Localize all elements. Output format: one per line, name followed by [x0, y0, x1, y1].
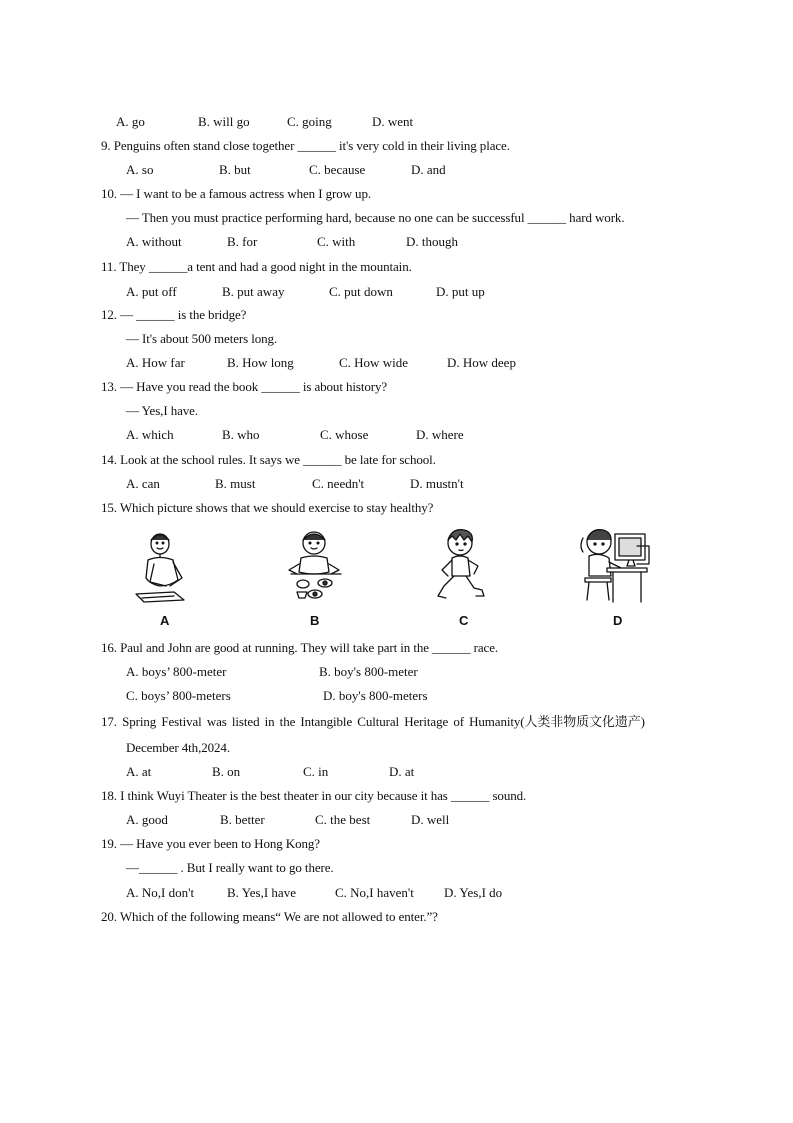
q9-option-c: C. because	[309, 162, 366, 177]
q10-option-b: B. for	[227, 234, 258, 249]
q14-option-c: C. needn't	[312, 476, 365, 491]
q12-option-d: D. How deep	[447, 355, 516, 370]
q14-stem: 14. Look at the school rules. It says we ______ be late for school.	[101, 452, 436, 467]
q10-reply: — Then you must practice performing hard, because no one can be successful ______ hard work.	[126, 210, 625, 225]
q13-reply: — Yes,I have.	[126, 403, 199, 418]
q8-option-b: B. will go	[198, 114, 250, 129]
q9-option-b: B. but	[219, 162, 251, 177]
picture-label-c: C	[459, 613, 469, 628]
q17-stem: 17. Spring Festival was listed in the Intangible Cultural Heritage of Humanity(人类非物质文化遗产)	[101, 714, 645, 729]
q16-option-b: B. boy's 800-meter	[319, 664, 418, 679]
q13-stem: 13. — Have you read the book ______ is about history?	[101, 379, 388, 394]
q11-option-c: C. put down	[329, 284, 393, 299]
q17-option-c: C. in	[303, 764, 329, 779]
q9-option-a: A. so	[126, 162, 154, 177]
q17-option-d: D. at	[389, 764, 415, 779]
q18-option-d: D. well	[411, 812, 450, 827]
q9-option-d: D. and	[411, 162, 446, 177]
q12-option-b: B. How long	[227, 355, 294, 370]
q18-option-c: C. the best	[315, 812, 371, 827]
q17-option-a: A. at	[126, 764, 152, 779]
q8-option-a: A. go	[116, 114, 145, 129]
q18-stem: 18. I think Wuyi Theater is the best theater in our city because it has ______ sound.	[101, 788, 527, 803]
q18-option-a: A. good	[126, 812, 168, 827]
picture-label-b: B	[310, 613, 320, 628]
picture-label-a: A	[160, 613, 170, 628]
q19-option-b: B. Yes,I have	[227, 885, 296, 900]
q14-option-d: D. mustn't	[410, 476, 464, 491]
q16-option-d: D. boy's 800-meters	[323, 688, 428, 703]
q11-option-a: A. put off	[126, 284, 177, 299]
picture-d-boy-computer-icon	[577, 524, 657, 606]
q10-option-a: A. without	[126, 234, 182, 249]
picture-a-boy-writing-icon	[130, 528, 196, 606]
q11-option-d: D. put up	[436, 284, 485, 299]
picture-b-boy-eating-icon	[285, 528, 347, 606]
q13-option-d: D. where	[416, 427, 464, 442]
picture-c-boy-running-icon	[430, 526, 494, 606]
q12-reply: — It's about 500 meters long.	[126, 331, 278, 346]
q10-option-d: D. though	[406, 234, 458, 249]
q13-option-b: B. who	[222, 427, 260, 442]
q8-option-c: C. going	[287, 114, 332, 129]
q12-stem: 12. — ______ is the bridge?	[101, 307, 247, 322]
q19-reply: —______ . But I really want to go there.	[126, 860, 334, 875]
picture-label-d: D	[613, 613, 623, 628]
q15-stem: 15. Which picture shows that we should exercise to stay healthy?	[101, 500, 434, 515]
q19-option-c: C. No,I haven't	[335, 885, 414, 900]
q20-stem: 20. Which of the following means“ We are not allowed to enter.”?	[101, 909, 438, 924]
q19-stem: 19. — Have you ever been to Hong Kong?	[101, 836, 320, 851]
q19-option-d: D. Yes,I do	[444, 885, 503, 900]
q14-option-b: B. must	[215, 476, 256, 491]
q10-stem: 10. — I want to be a famous actress when I grow up.	[101, 186, 371, 201]
q12-option-a: A. How far	[126, 355, 185, 370]
q16-option-c: C. boys’ 800-meters	[126, 688, 231, 703]
q14-option-a: A. can	[126, 476, 160, 491]
q18-option-b: B. better	[220, 812, 265, 827]
q11-option-b: B. put away	[222, 284, 285, 299]
q13-option-a: A. which	[126, 427, 174, 442]
q17-option-b: B. on	[212, 764, 241, 779]
q8-option-d: D. went	[372, 114, 414, 129]
q10-option-c: C. with	[317, 234, 356, 249]
q17-stem-continued: December 4th,2024.	[126, 740, 230, 755]
q19-option-a: A. No,I don't	[126, 885, 195, 900]
q13-option-c: C. whose	[320, 427, 369, 442]
q16-option-a: A. boys’ 800-meter	[126, 664, 227, 679]
q9-stem: 9. Penguins often stand close together ______ it's very cold in their living place.	[101, 138, 510, 153]
q16-stem: 16. Paul and John are good at running. They will take part in the ______ race.	[101, 640, 499, 655]
q11-stem: 11. They ______a tent and had a good night in the mountain.	[101, 259, 412, 274]
q12-option-c: C. How wide	[339, 355, 408, 370]
